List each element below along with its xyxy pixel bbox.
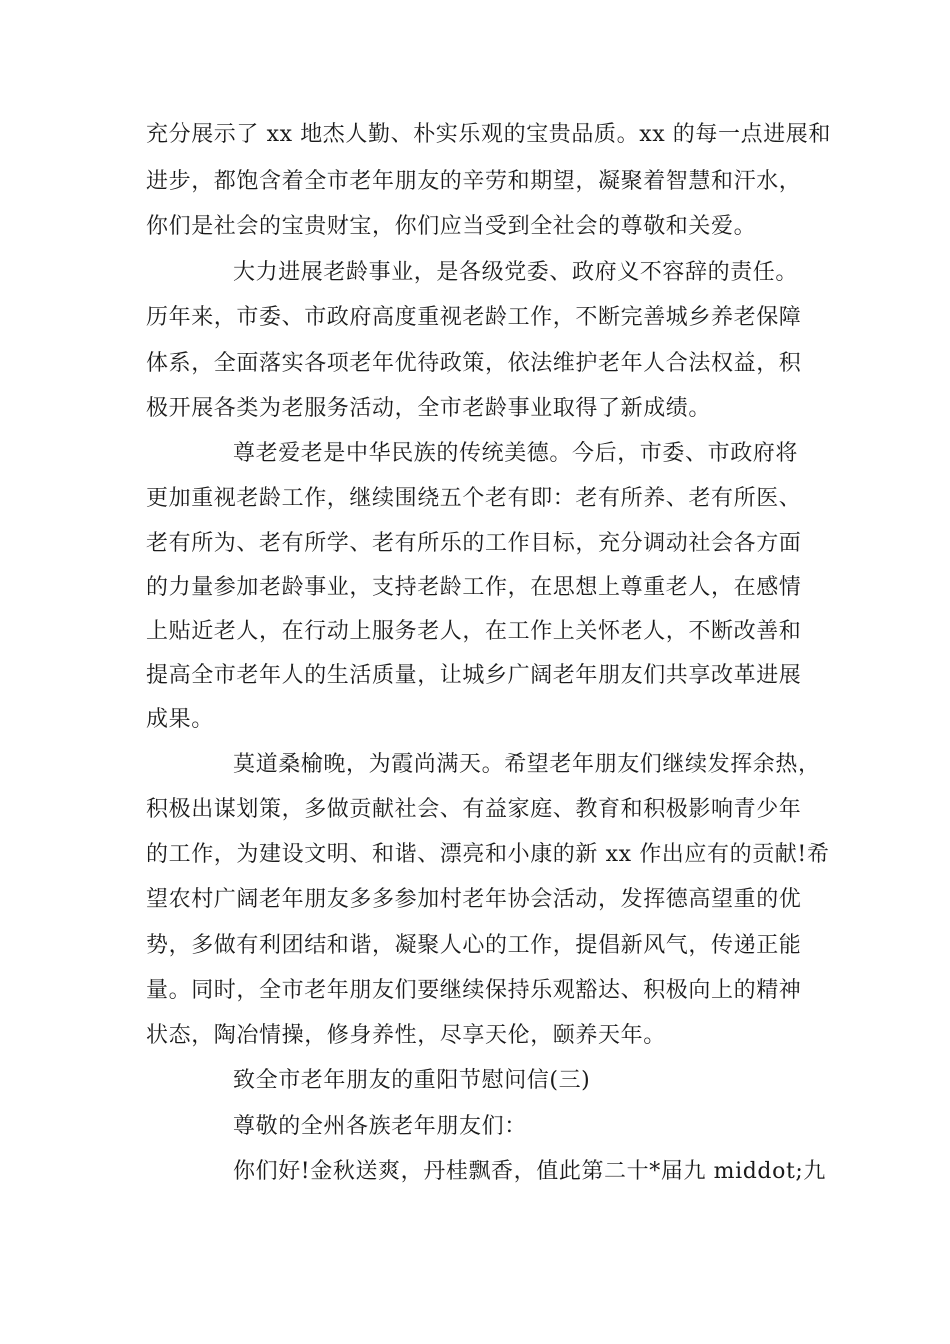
text-line: 莫道桑榆晚，为霞尚满天。希望老年朋友们继续发挥余热， bbox=[233, 752, 821, 777]
text-line: 量。同时，全市老年朋友们要继续保持乐观豁达、积极向上的精神 bbox=[146, 978, 802, 1003]
text-line: 上贴近老人，在行动上服务老人，在工作上关怀老人，不断改善和 bbox=[146, 619, 802, 644]
text-line: 你们是社会的宝贵财宝，你们应当受到全社会的尊敬和关爱。 bbox=[146, 214, 757, 239]
text-line: 积极出谋划策，多做贡献社会、有益家庭、教育和积极影响青少年 bbox=[146, 797, 802, 822]
text-line: 提高全市老年人的生活质量，让城乡广阔老年朋友们共享改革进展 bbox=[146, 663, 802, 688]
section-title: 致全市老年朋友的重阳节慰问信(三) bbox=[233, 1068, 591, 1093]
text-line: 势，多做有利团结和谐，凝聚人心的工作，提倡新风气，传递正能 bbox=[146, 933, 802, 958]
salutation: 尊敬的全州各族老年朋友们： bbox=[233, 1114, 527, 1139]
text-line: 的力量参加老龄事业，支持老龄工作，在思想上尊重老人，在感情 bbox=[146, 575, 802, 600]
text-line: 老有所为、老有所学、老有所乐的工作目标，充分调动社会各方面 bbox=[146, 531, 802, 556]
text-line: 进步，都饱含着全市老年朋友的辛劳和期望，凝聚着智慧和汗水， bbox=[146, 169, 802, 194]
text-line: 大力进展老龄事业，是各级党委、政府义不容辞的责任。 bbox=[233, 260, 799, 285]
text-line: 更加重视老龄工作，继续围绕五个老有即：老有所养、老有所医、 bbox=[146, 486, 802, 511]
text-line: 历年来，市委、市政府高度重视老龄工作，不断完善城乡养老保障 bbox=[146, 305, 802, 330]
text-line: 望农村广阔老年朋友多多参加村老年协会活动，发挥德高望重的优 bbox=[146, 887, 802, 912]
text-line: 成果。 bbox=[146, 707, 214, 732]
text-line: 状态，陶冶情操，修身养性，尽享天伦，颐养天年。 bbox=[146, 1023, 666, 1048]
text-line: 的工作，为建设文明、和谐、漂亮和小康的新 xx 作出应有的贡献!希 bbox=[146, 842, 830, 867]
text-line: 充分展示了 xx 地杰人勤、朴实乐观的宝贵品质。xx 的每一点进展和 bbox=[146, 122, 832, 147]
text-line: 体系，全面落实各项老年优待政策，依法维护老年人合法权益，积 bbox=[146, 351, 802, 376]
text-line: 极开展各类为老服务活动，全市老龄事业取得了新成绩。 bbox=[146, 396, 712, 421]
text-line: 你们好!金秋送爽，丹桂飘香，值此第二十*届九 middot;九 bbox=[233, 1159, 826, 1184]
text-line: 尊老爱老是中华民族的传统美德。今后，市委、市政府将 bbox=[233, 441, 799, 466]
